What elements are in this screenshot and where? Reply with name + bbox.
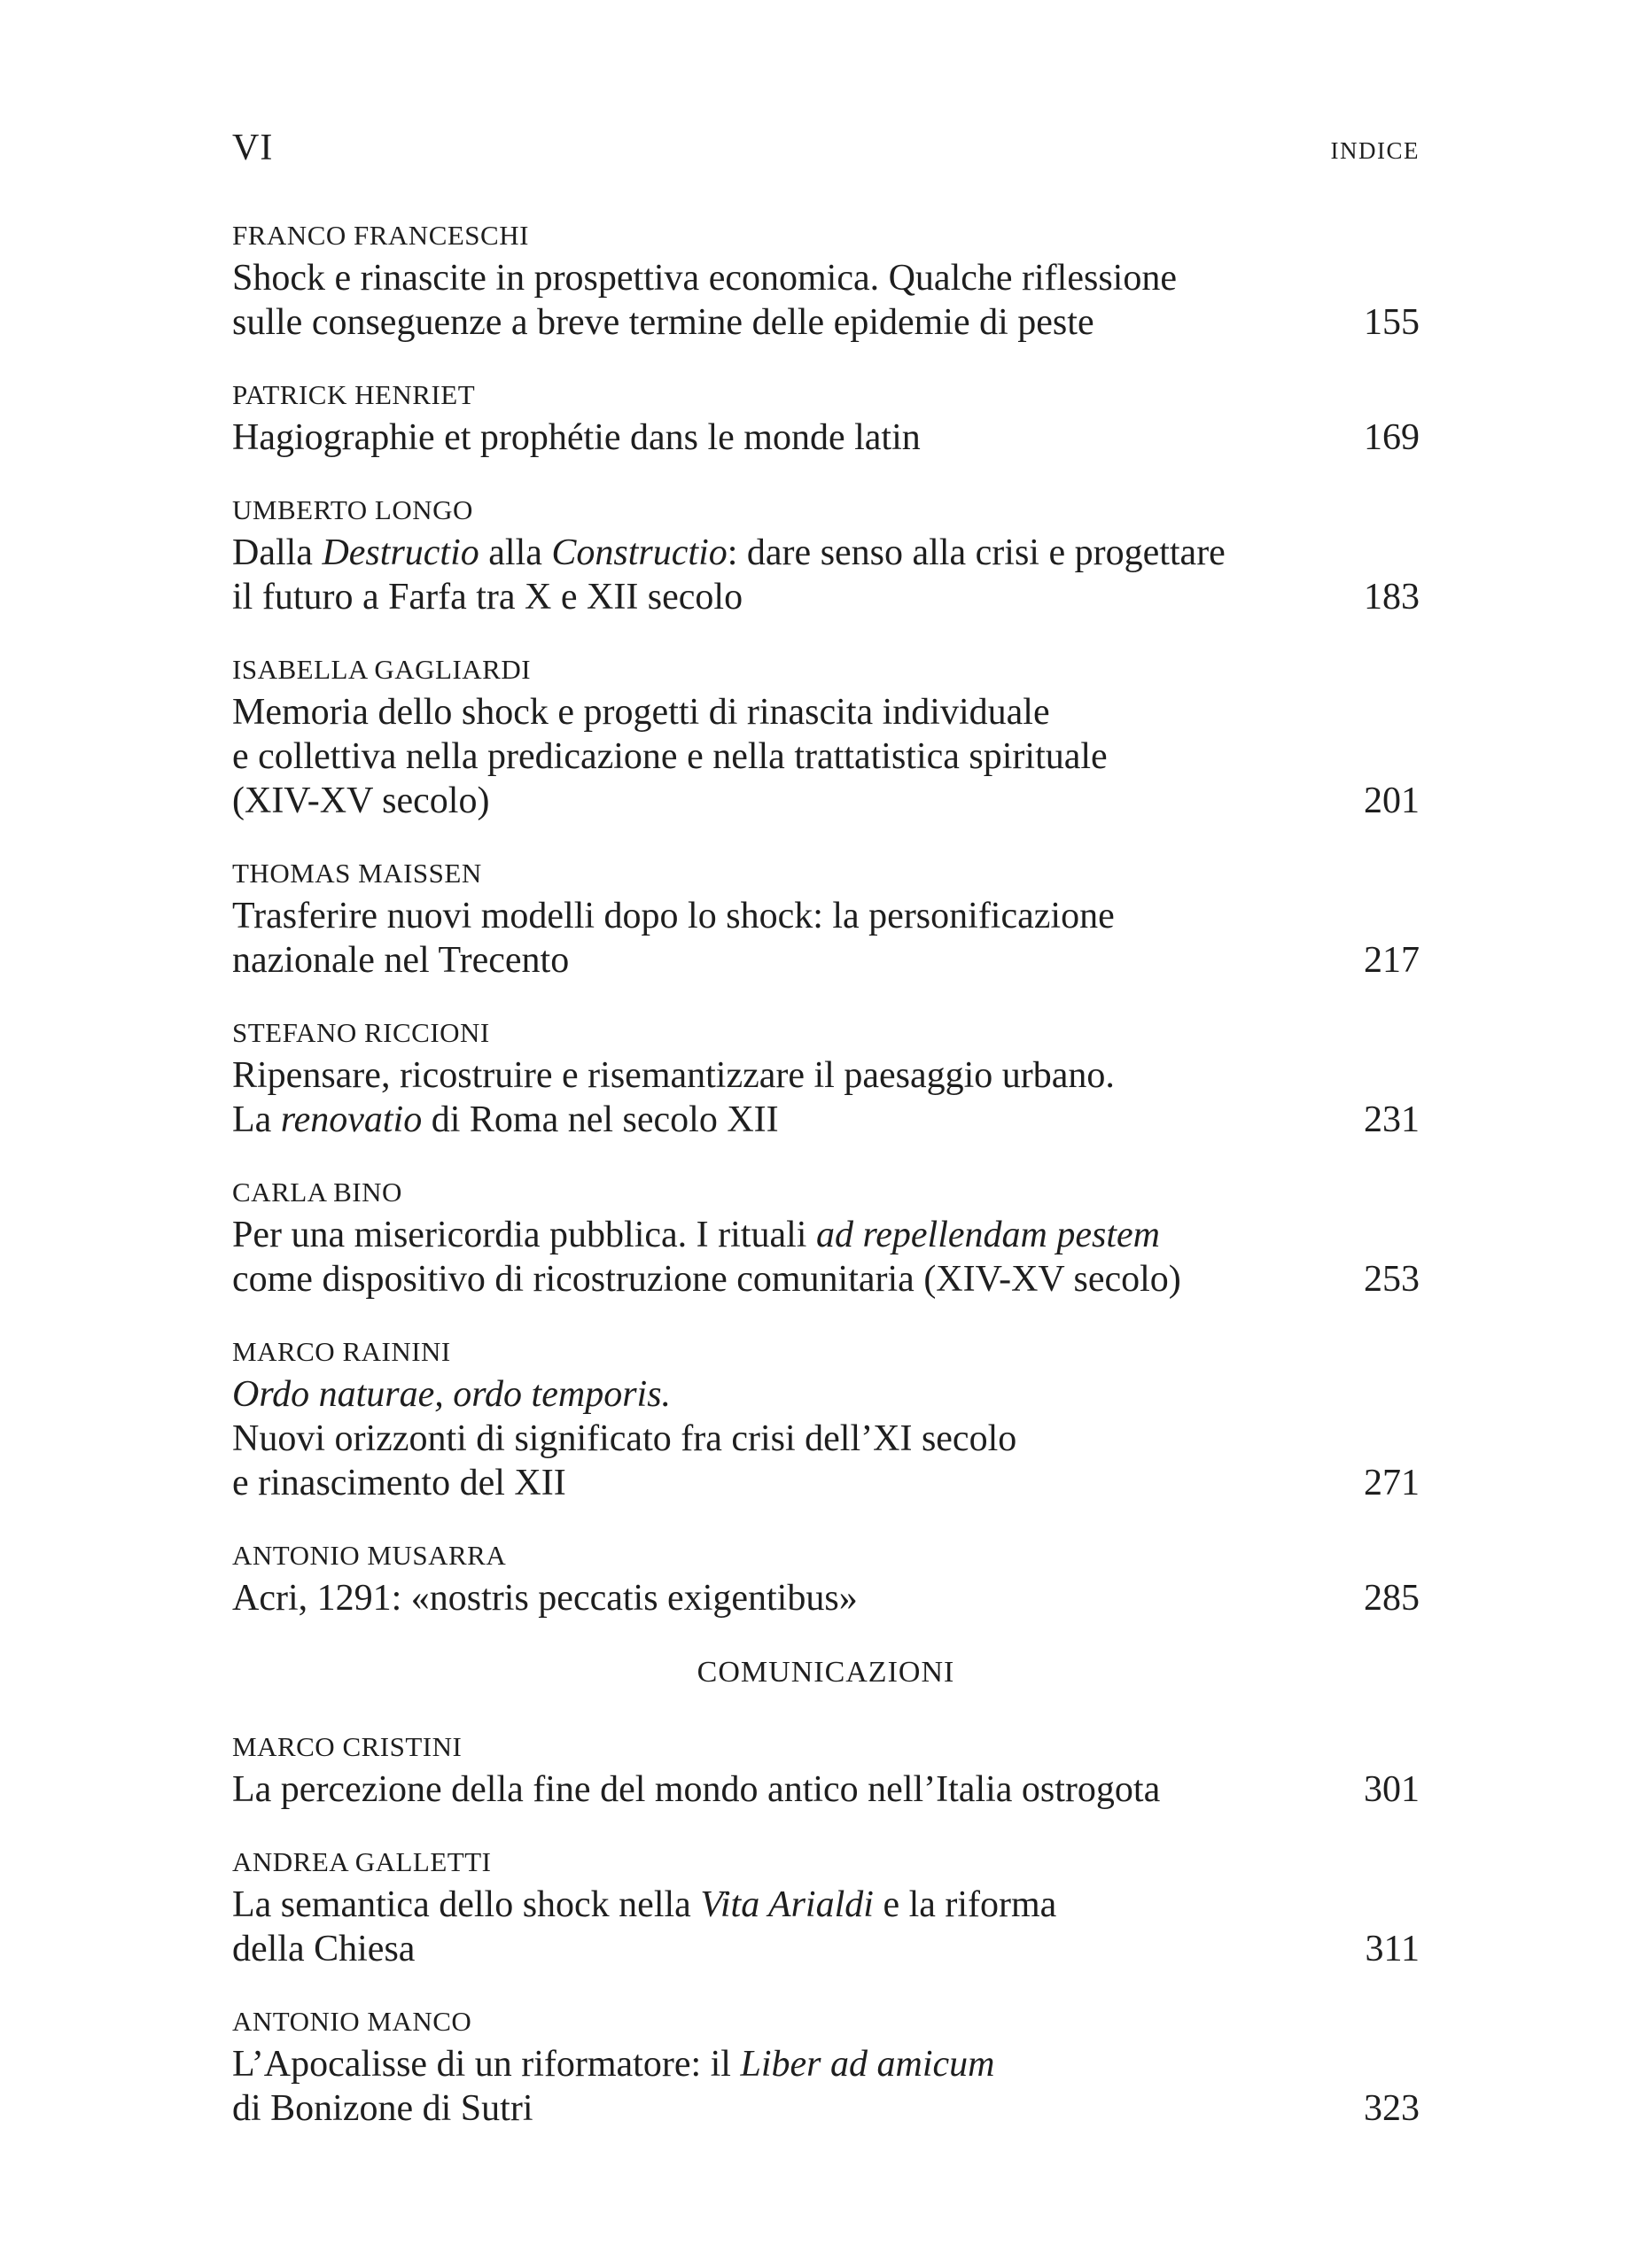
page-folio: VI [232,128,274,168]
title-text: Acri, 1291: «nostris peccatis exigentibus» [232,1578,858,1619]
entry-author: ISABELLA GAGLIARDI [232,654,532,685]
entry-title [232,894,1420,983]
title-text: Nuovi orizzonti di significato fra crisi dell’XI secolo [232,1418,1017,1459]
toc-entry [232,853,1420,983]
entry-title-line [232,1883,1420,1927]
section-heading: COMUNICAZIONI [697,1656,955,1689]
title-text: e collettiva nella predicazione e nella trattatistica spirituale [232,736,1108,777]
italic-text: Liber ad amicum [740,2044,995,2085]
toc-entry [232,375,1420,460]
entry-author: THOMAS MAISSEN [232,858,482,889]
title-text: Memoria dello shock e progetti di rinascita individuale [232,692,1050,733]
entry-page-number: 217 [1364,940,1420,981]
title-text: Shock e rinascite in prospettiva economica. Qualche riflessione [232,258,1177,299]
entry-title-line [232,779,1420,823]
entry-author: FRANCO FRANCESCHI [232,220,529,251]
entry-title-line [232,1417,1420,1461]
entry-page-number: 183 [1364,577,1420,617]
entry-author: MARCO CRISTINI [232,1731,463,1762]
entry-title [232,1213,1420,1301]
toc-entry [232,1332,1420,1505]
entry-author: ANTONIO MANCO [232,2006,472,2037]
title-text: e rinascimento del XII [232,1463,566,1503]
entry-title-line [232,1372,1420,1417]
toc-entry [232,1842,1420,1971]
entry-page-number: 201 [1364,781,1420,821]
entry-author: STEFANO RICCIONI [232,1017,490,1048]
entry-title-line [232,531,1420,575]
entry-title [232,1767,1420,1812]
toc-entry [232,215,1420,345]
book-page [232,0,1420,2268]
title-text: La percezione della fine del mondo antico nell’Italia ostrogota [232,1769,1161,1810]
title-text: Hagiographie et prophétie dans le monde latin [232,417,921,458]
entry-title-line [232,894,1420,938]
title-text: Dalla [232,532,323,573]
italic-text: Ordo naturae, ordo temporis. [232,1374,672,1415]
title-text: La [232,1099,281,1140]
entry-title [232,1053,1420,1142]
title-text: il futuro a Farfa tra X e XII secolo [232,577,743,617]
entry-author: CARLA BINO [232,1177,402,1208]
title-text: Per una misericordia pubblica. I rituali [232,1215,816,1255]
entry-title-line [232,1098,1420,1142]
entry-author: UMBERTO LONGO [232,494,473,525]
entry-page-number: 285 [1364,1578,1420,1619]
title-text: come dispositivo di ricostruzione comunitaria (XIV-XV secolo) [232,1259,1181,1300]
entry-title [232,256,1420,345]
entry-author: ANTONIO MUSARRA [232,1540,507,1571]
entry-title-line [232,734,1420,779]
toc-entry [232,2001,1420,2131]
entry-author: ANDREA GALLETTI [232,1846,492,1877]
entry-title-line [232,300,1420,345]
title-text: (XIV-XV secolo) [232,781,490,821]
entry-title [232,2042,1420,2131]
italic-text: Vita Arialdi [700,1884,874,1925]
entry-title-line [232,256,1420,300]
entry-title-line [232,1461,1420,1505]
title-text: nazionale nel Trecento [232,940,570,981]
title-text: Trasferire nuovi modelli dopo lo shock: la personificazione [232,896,1115,936]
entry-title [232,416,1420,460]
entry-page-number: 169 [1364,417,1420,458]
title-text: e la riforma [873,1884,1057,1925]
entry-title-line [232,1927,1420,1971]
toc-entry [232,649,1420,823]
entry-page-number: 323 [1364,2088,1420,2129]
title-text: di Roma nel secolo XII [422,1099,779,1140]
toc-entry [232,1013,1420,1142]
toc-communications-list [232,1727,1420,2131]
entry-title [232,1576,1420,1620]
title-text: della Chiesa [232,1929,416,1969]
entry-title-line [232,1053,1420,1098]
entry-author: MARCO RAININI [232,1336,451,1367]
title-text: sulle conseguenze a breve termine delle epidemie di peste [232,302,1094,343]
italic-text: renovatio [280,1099,423,1140]
entry-page-number: 301 [1364,1769,1420,1810]
title-text: di Bonizone di Sutri [232,2088,533,2129]
entry-page-number: 271 [1364,1463,1420,1503]
entry-title-line [232,575,1420,619]
entry-page-number: 231 [1364,1099,1420,1140]
entry-title-line [232,1576,1420,1620]
title-text: : dare senso alla crisi e progettare [727,532,1226,573]
entry-author: PATRICK HENRIET [232,379,476,410]
title-text: L’Apocalisse di un riformatore: il [232,2044,741,2085]
entry-title [232,1883,1420,1971]
italic-text: Destructio [322,532,479,573]
entry-title [232,1372,1420,1505]
toc-main-list [232,215,1420,1620]
italic-text: Constructio [551,532,728,573]
entry-title-line [232,1213,1420,1257]
title-text: La semantica dello shock nella [232,1884,701,1925]
title-text: Ripensare, ricostruire e risemantizzare il paesaggio urbano. [232,1055,1115,1096]
italic-text: ad repellendam pestem [815,1215,1160,1255]
entry-title-line [232,1257,1420,1301]
entry-page-number: 155 [1364,302,1420,343]
entry-title-line [232,938,1420,983]
toc-entry [232,490,1420,619]
entry-title-line [232,2086,1420,2131]
title-text: alla [479,532,552,573]
toc-entry [232,1172,1420,1301]
toc-entry [232,1727,1420,1812]
entry-title [232,531,1420,619]
entry-page-number: 311 [1365,1929,1420,1969]
running-title: INDICE [1330,137,1420,164]
entry-title-line [232,1767,1420,1812]
entry-title-line [232,2042,1420,2086]
running-head [232,126,1420,170]
entry-title-line [232,416,1420,460]
entry-page-number: 253 [1364,1259,1420,1300]
table-of-contents [232,215,1420,2161]
entry-title-line [232,690,1420,734]
toc-entry [232,1535,1420,1620]
entry-title [232,690,1420,823]
